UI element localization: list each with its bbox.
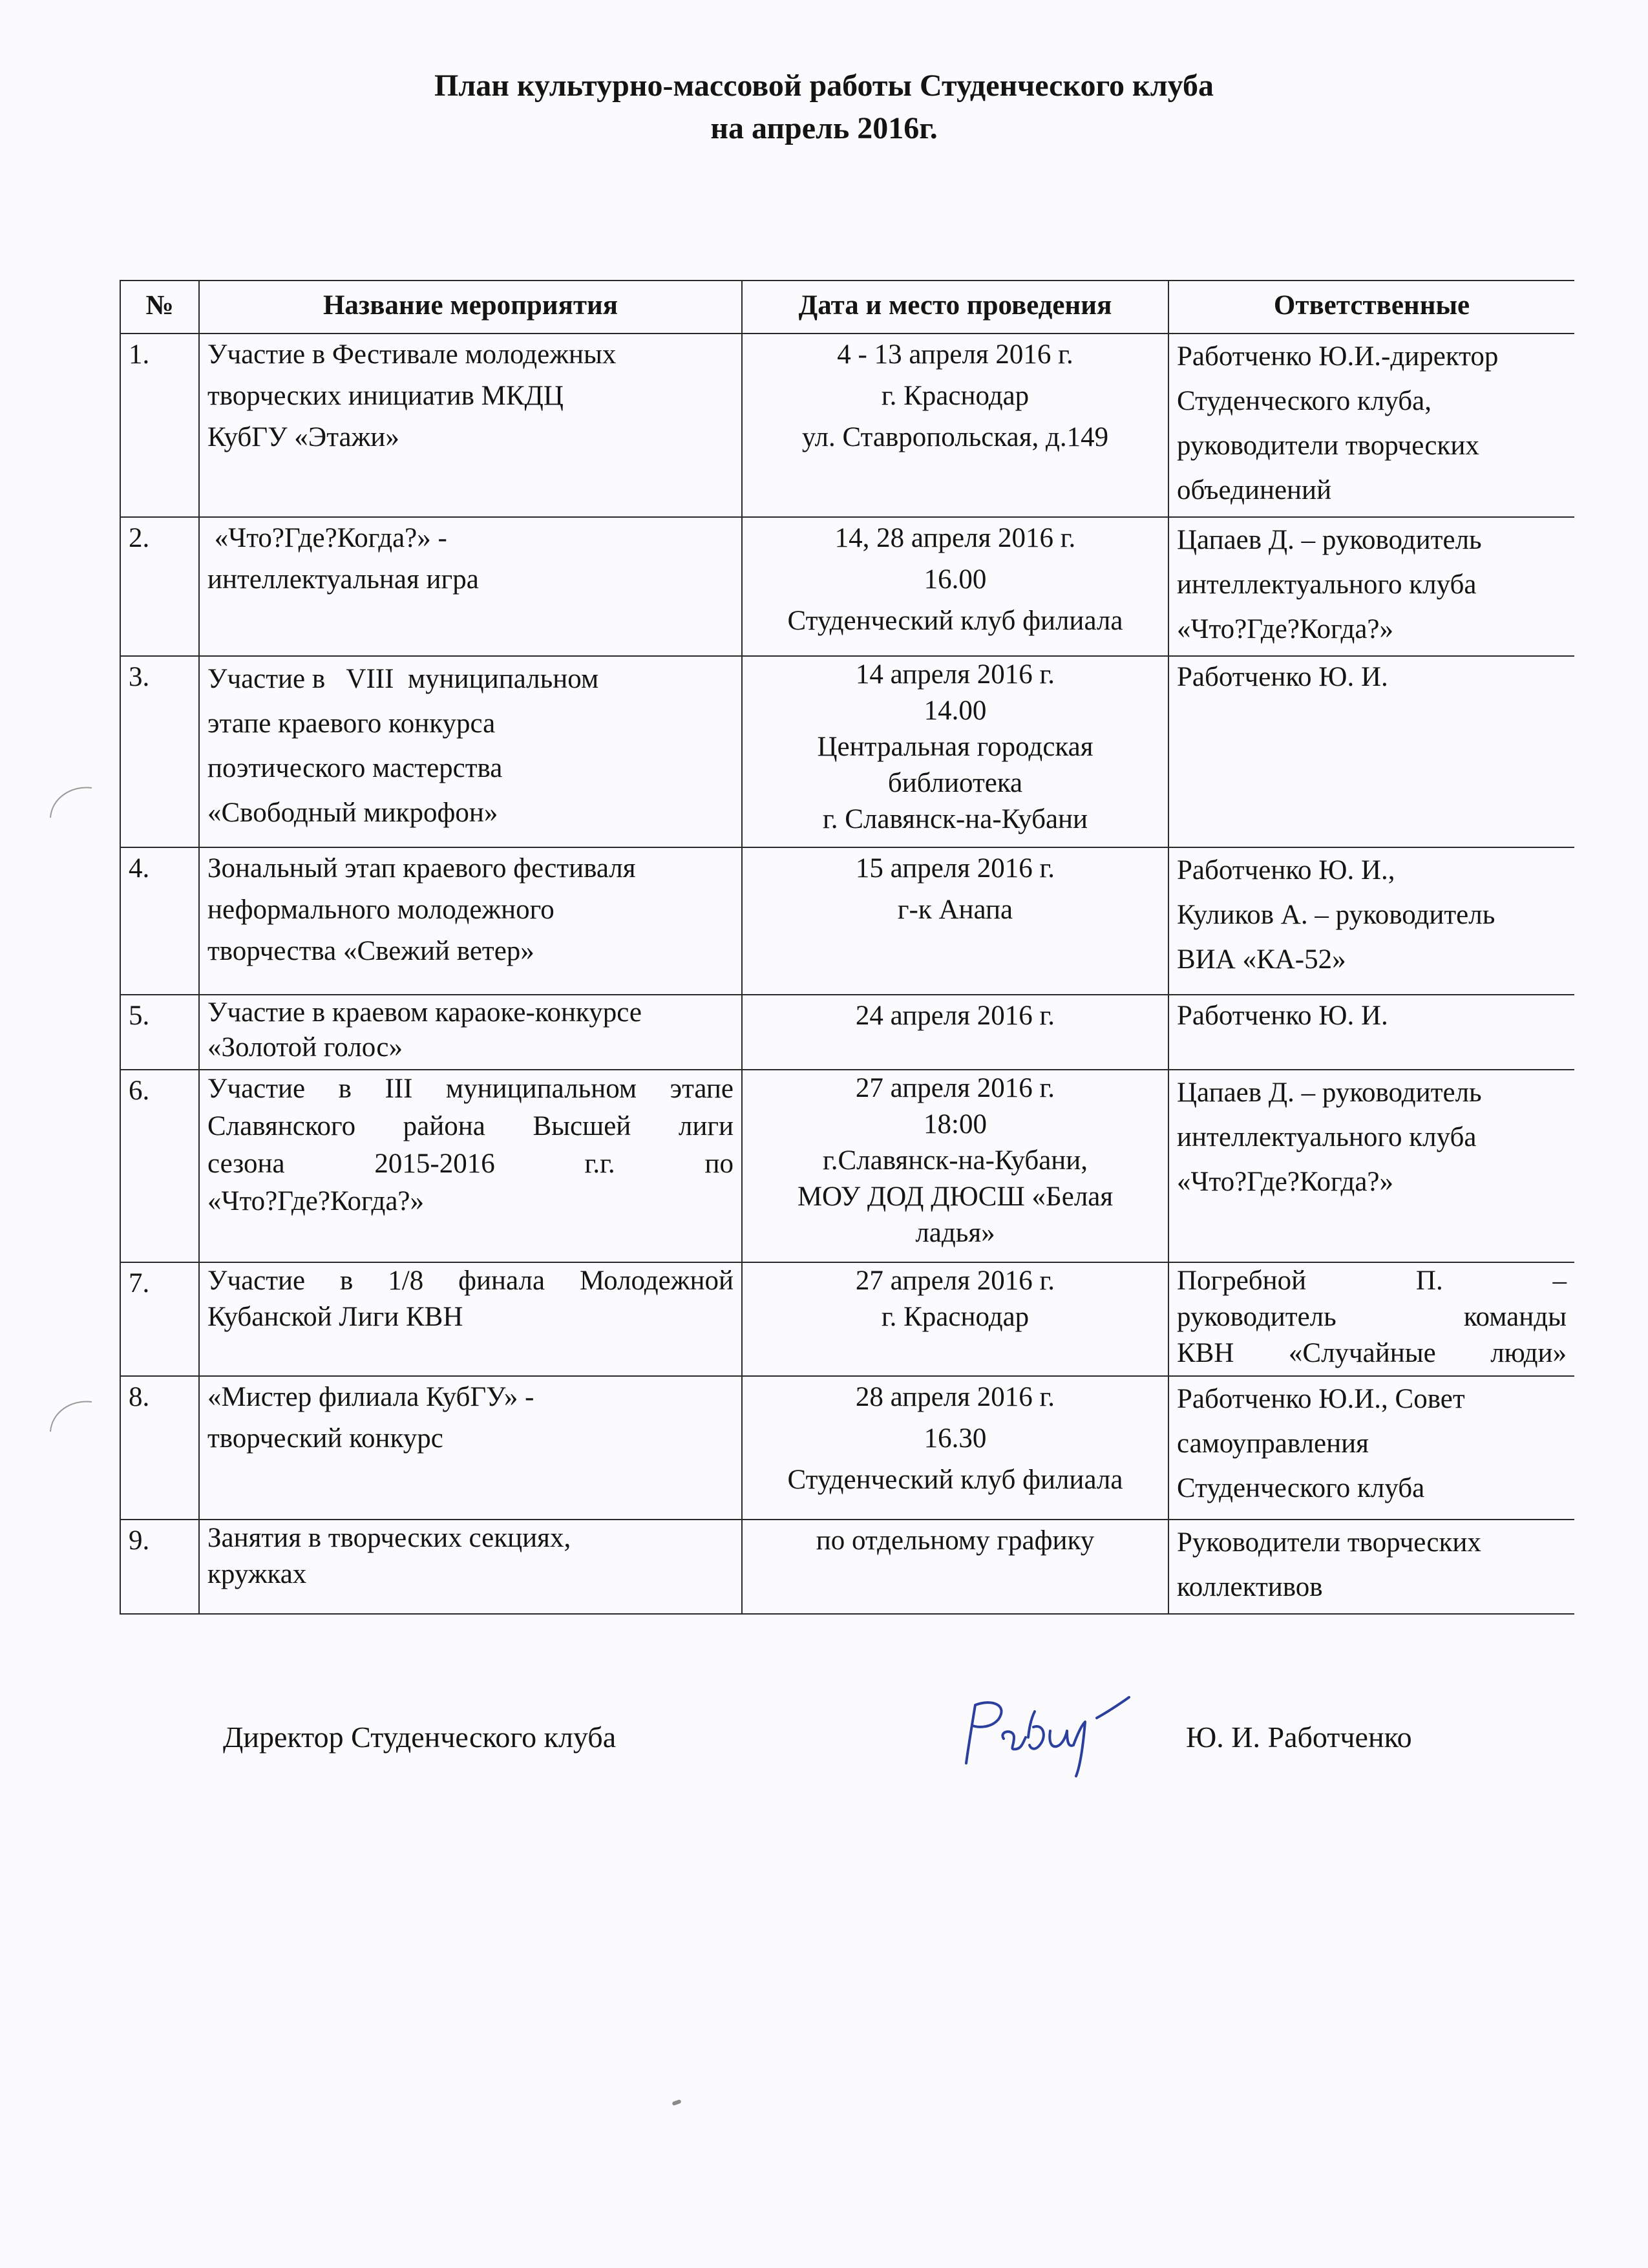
table-header-row [120,281,1574,334]
title-line-2: на апрель 2016г. [710,111,938,145]
event-name-line: Кубанской Лиги КВН [207,1302,463,1332]
event-date-place [742,334,1168,517]
header-event-name: Название мероприятия [199,281,742,334]
responsible-line: объединений [1177,475,1332,505]
responsible-line: интеллектуального клуба [1177,1122,1477,1152]
date-place-line: 4 - 13 апреля 2016 г. [837,339,1073,370]
binder-hole-mark [45,1393,97,1445]
date-place-line: библиотека [887,768,1023,798]
event-name-line: поэтического мастерства [207,753,503,783]
event-name [199,656,742,847]
table-row [120,1262,1574,1376]
row-number: 4. [120,847,199,995]
event-name-line: творческих инициатив МКДЦ [207,381,564,411]
handwritten-signature [947,1686,1141,1783]
event-date-place [742,1376,1168,1520]
date-place-line: 18:00 [924,1109,987,1139]
event-name-line: Зональный этап краевого фестиваля [207,853,636,884]
row-number: 6. [120,1070,199,1262]
event-name-line: этапе краевого конкурса [207,708,496,739]
event-name-line: «Мистер филиала КубГУ» - [207,1382,534,1412]
date-place-line: 15 апреля 2016 г. [855,853,1055,884]
date-place-line: г-к Анапа [897,895,1013,925]
event-date-place [742,1520,1168,1614]
date-place-line: 24 апреля 2016 г. [855,1001,1055,1031]
event-name-line: творческий конкурс [207,1423,443,1454]
event-responsible [1168,1262,1574,1376]
signatory-name: Ю. И. Работченко [1186,1721,1412,1754]
event-name-line: «Что?Где?Когда?» - [207,523,447,553]
row-number: 2. [120,517,199,656]
date-place-line: ладья» [915,1218,995,1248]
event-name [199,517,742,656]
event-name-line: кружках [207,1559,307,1589]
event-name [199,1262,742,1376]
date-place-line: 27 апреля 2016 г. [855,1073,1055,1103]
row-number: 3. [120,656,199,847]
event-date-place [742,517,1168,656]
date-place-line: ул. Ставропольская, д.149 [801,422,1109,452]
responsible-line: Цапаев Д. – руководитель [1177,525,1482,555]
table-row [120,1376,1574,1520]
responsible-line: Погребной П. – [1177,1266,1567,1296]
table-row [120,334,1574,517]
responsible-line: Работченко Ю. И. [1177,1001,1388,1031]
date-place-line: МОУ ДОД ДЮСШ «Белая [797,1182,1114,1212]
event-name-line: КубГУ «Этажи» [207,422,399,452]
date-place-line: Центральная городская [817,732,1093,762]
date-place-line: Студенческий клуб филиала [787,1465,1123,1495]
event-date-place [742,1262,1168,1376]
date-place-line: г. Краснодар [881,1302,1030,1332]
date-place-line: по отдельному графику [816,1525,1095,1556]
paper-speck [671,2099,681,2106]
event-name [199,1376,742,1520]
table-row [120,847,1574,995]
event-name-line: Участие в III муниципальном этапе [207,1074,734,1104]
row-number: 9. [120,1520,199,1614]
event-name-line: Участие в краевом караоке-конкурсе [207,997,642,1028]
event-date-place [742,656,1168,847]
date-place-line: г. Славянск-на-Кубани [822,804,1088,834]
responsible-line: Куликов А. – руководитель [1177,900,1495,930]
responsible-line: коллективов [1177,1572,1323,1602]
event-name-line: творчества «Свежий ветер» [207,936,534,966]
date-place-line: 14.00 [924,695,987,726]
event-responsible [1168,1520,1574,1614]
event-date-place [742,1070,1168,1262]
date-place-line: 16.30 [924,1423,987,1454]
date-place-line: г. Краснодар [881,381,1030,411]
date-place-line: 14, 28 апреля 2016 г. [834,523,1076,553]
table-row [120,517,1574,656]
responsible-line: Студенческого клуба [1177,1473,1425,1503]
header-number: № [120,281,199,334]
row-number: 5. [120,995,199,1070]
event-responsible [1168,1070,1574,1262]
binder-hole-mark [45,779,97,831]
event-name [199,995,742,1070]
responsible-line: ВИА «КА-52» [1177,944,1346,975]
event-name [199,1070,742,1262]
event-name-line: Занятия в творческих секциях, [207,1523,571,1553]
responsible-line: «Что?Где?Когда?» [1177,614,1394,644]
event-name-line: Участие в VIII муниципальном [207,664,599,694]
event-responsible [1168,656,1574,847]
date-place-line: 27 апреля 2016 г. [855,1266,1055,1296]
date-place-line: г.Славянск-на-Кубани, [822,1145,1088,1176]
event-responsible [1168,334,1574,517]
event-name-line: Участие в Фестивале молодежных [207,339,617,370]
event-name-line: «Золотой голос» [207,1032,403,1063]
date-place-line: 14 апреля 2016 г. [855,659,1055,690]
responsible-line: Работченко Ю.И.-директор [1177,341,1499,372]
date-place-line: 16.00 [924,564,987,595]
responsible-line: «Что?Где?Когда?» [1177,1167,1394,1197]
header-responsible: Ответственные [1168,281,1574,334]
event-name-line: Славянского района Высшей лиги [207,1111,734,1141]
responsible-line: Работченко Ю. И., [1177,855,1395,885]
event-responsible [1168,1376,1574,1520]
event-name-line: Участие в 1/8 финала Молодежной [207,1266,734,1296]
event-name [199,1520,742,1614]
table-row [120,995,1574,1070]
responsible-line: КВН «Случайные люди» [1177,1338,1567,1368]
event-name [199,847,742,995]
event-name-line: «Что?Где?Когда?» [207,1186,425,1216]
table-row [120,1070,1574,1262]
header-date-place: Дата и место проведения [742,281,1168,334]
date-place-line: Студенческий клуб филиала [787,606,1123,636]
date-place-line: 28 апреля 2016 г. [855,1382,1055,1412]
event-responsible [1168,847,1574,995]
responsible-line: Студенческого клуба, [1177,386,1431,416]
row-number: 7. [120,1262,199,1376]
row-number: 8. [120,1376,199,1520]
event-name [199,334,742,517]
responsible-line: интеллектуального клуба [1177,569,1477,600]
event-date-place [742,847,1168,995]
responsible-line: Руководители творческих [1177,1527,1481,1558]
responsible-line: Работченко Ю.И., Совет [1177,1384,1465,1414]
responsible-line: Работченко Ю. И. [1177,662,1388,692]
responsible-line: самоуправления [1177,1428,1369,1459]
responsible-line: руководители творческих [1177,430,1479,461]
document-title [0,65,1648,150]
row-number: 1. [120,334,199,517]
table-row [120,656,1574,847]
responsible-line: руководитель команды [1177,1302,1567,1332]
event-name-line: «Свободный микрофон» [207,798,498,828]
event-responsible [1168,995,1574,1070]
signatory-position: Директор Студенческого клуба [223,1721,617,1754]
title-line-1: План культурно-массовой работы Студенческого клуба [434,69,1214,103]
table-row [120,1520,1574,1614]
event-responsible [1168,517,1574,656]
responsible-line: Цапаев Д. – руководитель [1177,1077,1482,1108]
event-name-line: интеллектуальная игра [207,564,479,595]
event-name-line: неформального молодежного [207,895,555,925]
event-name-line: сезона 2015-2016 г.г. по [207,1149,734,1179]
events-plan-table [120,280,1574,1615]
event-date-place [742,995,1168,1070]
